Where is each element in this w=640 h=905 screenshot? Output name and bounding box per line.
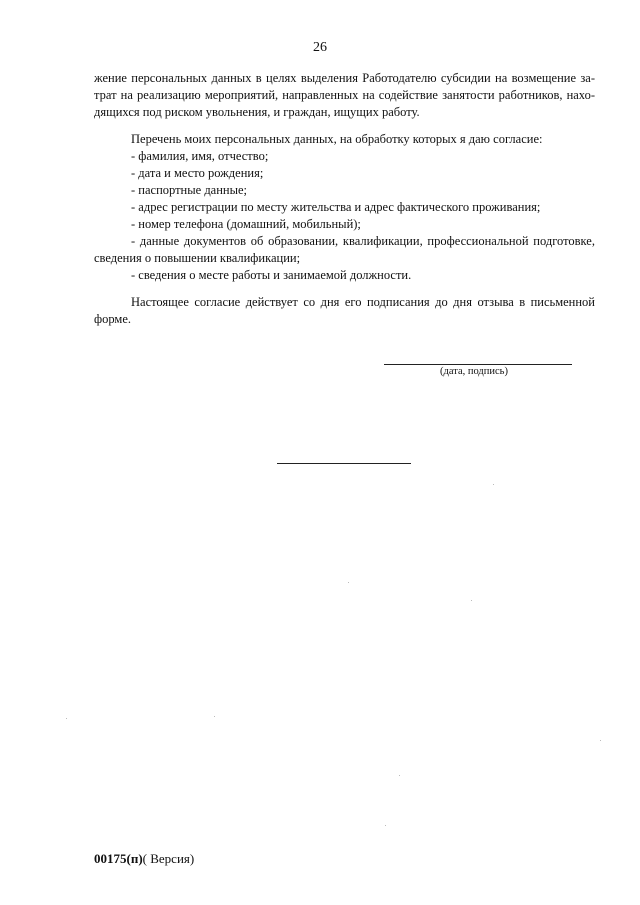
signature-line: [384, 364, 572, 365]
scan-speck: [214, 716, 215, 717]
list-item: - дата и место рождения;: [131, 166, 264, 180]
scan-speck: [348, 582, 349, 583]
list-item: - данные документов об образовании, квалификации, профессиональной подготовке,: [131, 234, 595, 248]
separator-line: [277, 463, 411, 464]
signature-caption: (дата, подпись): [440, 366, 508, 377]
scan-speck: [385, 825, 386, 826]
paragraph-3-line-2: форме.: [94, 312, 131, 326]
scan-speck: [471, 600, 472, 601]
scan-speck: [493, 484, 494, 485]
page-number: 26: [313, 40, 327, 55]
paragraph-1-line-1: жение персональных данных в целях выделения Работодателю субсидии на возмещение за-: [94, 71, 595, 85]
paragraph-1-line-2: трат на реализацию мероприятий, направленных на содействие занятости работников, нахо-: [94, 88, 595, 102]
footer: [94, 851, 194, 867]
list-item: - номер телефона (домашний, мобильный);: [131, 217, 361, 231]
list-item: - фамилия, имя, отчество;: [131, 149, 269, 163]
list-item-continuation: сведения о повышении квалификации;: [94, 251, 301, 265]
paragraph-3-line-1: Настоящее согласие действует со дня его подписания до дня отзыва в письменной: [131, 295, 595, 309]
paragraph-2-intro: Перечень моих персональных данных, на обработку которых я даю согласие:: [131, 132, 543, 146]
paragraph-1-line-3: дящихся под риском увольнения, и граждан, ищущих работу.: [94, 105, 420, 119]
document-version: ( Версия): [142, 851, 195, 866]
scan-speck: [399, 775, 400, 776]
scan-speck: [66, 718, 67, 719]
list-item: - адрес регистрации по месту жительства и адрес фактического проживания;: [131, 200, 541, 214]
scan-speck: [600, 740, 601, 741]
list-item: - сведения о месте работы и занимаемой должности.: [131, 268, 412, 282]
document-code: 00175(п): [94, 851, 143, 866]
list-item: - паспортные данные;: [131, 183, 248, 197]
